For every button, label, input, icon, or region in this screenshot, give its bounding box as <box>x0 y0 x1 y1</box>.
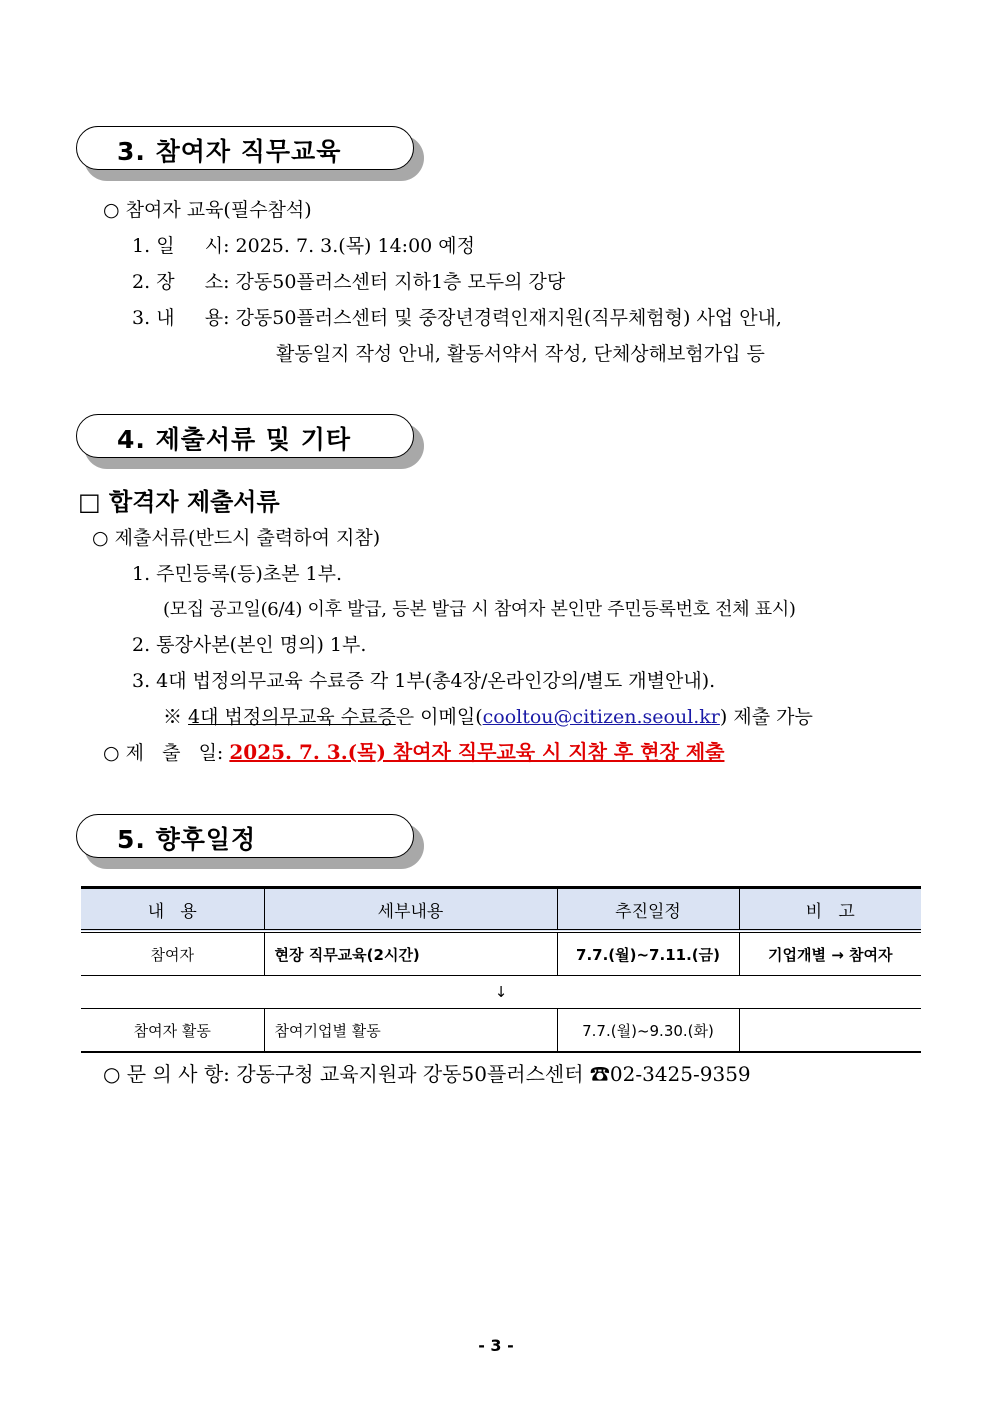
header-schedule: 추진일정 <box>557 888 739 932</box>
email-link[interactable]: cooltou@citizen.seoul.kr <box>482 706 720 728</box>
title-pill <box>76 814 414 858</box>
schedule-content-row <box>132 306 782 330</box>
cell-content: 참여자 활동 <box>81 1009 264 1053</box>
cell-detail: 현장 직무교육(2시간) <box>264 931 557 976</box>
item-num: 1. <box>132 235 151 257</box>
doc-item-2: 2. 통장사본(본인 명의) 1부. <box>132 634 367 656</box>
section-3-title-box <box>76 126 416 172</box>
item-num: 2. <box>132 271 151 293</box>
submit-label: ○ 제 출 일: <box>103 742 230 764</box>
schedule-content-continued: 활동일지 작성 안내, 활동서약서 작성, 단체상해보험가입 등 <box>276 343 765 365</box>
section-3-bullet: ○ 참여자 교육(필수참석) <box>103 199 312 221</box>
item-label: 일 시: <box>156 235 230 257</box>
page-number: - 3 - <box>478 1336 514 1355</box>
note-underlined: 4대 법정의무교육 수료증 <box>188 706 396 728</box>
note-suffix: ) 제출 가능 <box>719 706 813 728</box>
down-arrow-icon: ↓ <box>81 976 921 1009</box>
title-pill <box>76 126 414 170</box>
schedule-table <box>81 886 921 1053</box>
note-mid: 은 이메일( <box>395 706 483 728</box>
cell-detail: 참여기업별 활동 <box>264 1009 557 1053</box>
item-value: 2025. 7. 3.(목) 14:00 예정 <box>235 235 475 257</box>
item-value: 강동50플러스센터 및 중장년경력인재지원(직무체험형) 사업 안내, <box>235 307 782 329</box>
subheading-documents: □ 합격자 제출서류 <box>78 488 280 516</box>
schedule-date-row <box>132 234 475 258</box>
header-remarks: 비 고 <box>739 888 921 932</box>
table-arrow-row <box>81 976 921 1009</box>
section-4-title: 4. 제출서류 및 기타 <box>117 425 352 454</box>
section-4-title-box <box>76 414 416 460</box>
title-pill <box>76 414 414 458</box>
cell-schedule: 7.7.(월)~9.30.(화) <box>557 1009 739 1053</box>
schedule-place-row <box>132 270 565 294</box>
item-label: 내 용: <box>156 307 230 329</box>
item-value: 강동50플러스센터 지하1층 모두의 강당 <box>235 271 566 293</box>
section-5-title-box <box>76 814 416 860</box>
section-5-title: 5. 향후일정 <box>117 825 257 854</box>
submit-value: 2025. 7. 3.(목) 참여자 직무교육 시 지참 후 현장 제출 <box>229 740 725 764</box>
table-row <box>81 1009 921 1053</box>
cell-remarks <box>739 1009 921 1053</box>
table-row <box>81 931 921 976</box>
table-header-row <box>81 888 921 932</box>
section-3-title: 3. 참여자 직무교육 <box>117 137 342 166</box>
email-note <box>163 705 813 729</box>
documents-bullet: ○ 제출서류(반드시 출력하여 지참) <box>92 527 381 549</box>
note-mark: ※ <box>163 706 189 728</box>
header-detail: 세부내용 <box>264 888 557 932</box>
cell-remarks: 기업개별 → 참여자 <box>739 931 921 976</box>
item-label: 장 소: <box>156 271 230 293</box>
cell-schedule: 7.7.(월)~7.11.(금) <box>557 931 739 976</box>
item-num: 3. <box>132 307 151 329</box>
header-content: 내 용 <box>81 888 264 932</box>
cell-content: 참여자 <box>81 931 264 976</box>
doc-item-1-note: (모집 공고일(6/4) 이후 발급, 등본 발급 시 참여자 본인만 주민등록번호 전체 표시) <box>163 599 796 620</box>
submit-date-row <box>103 740 724 765</box>
doc-item-3: 3. 4대 법정의무교육 수료증 각 1부(총4장/온라인강의/별도 개별안내). <box>132 670 716 692</box>
doc-item-1: 1. 주민등록(등)초본 1부. <box>132 563 342 585</box>
contact-info: ○ 문 의 사 항: 강동구청 교육지원과 강동50플러스센터 ☎02-3425-9359 <box>103 1062 751 1086</box>
